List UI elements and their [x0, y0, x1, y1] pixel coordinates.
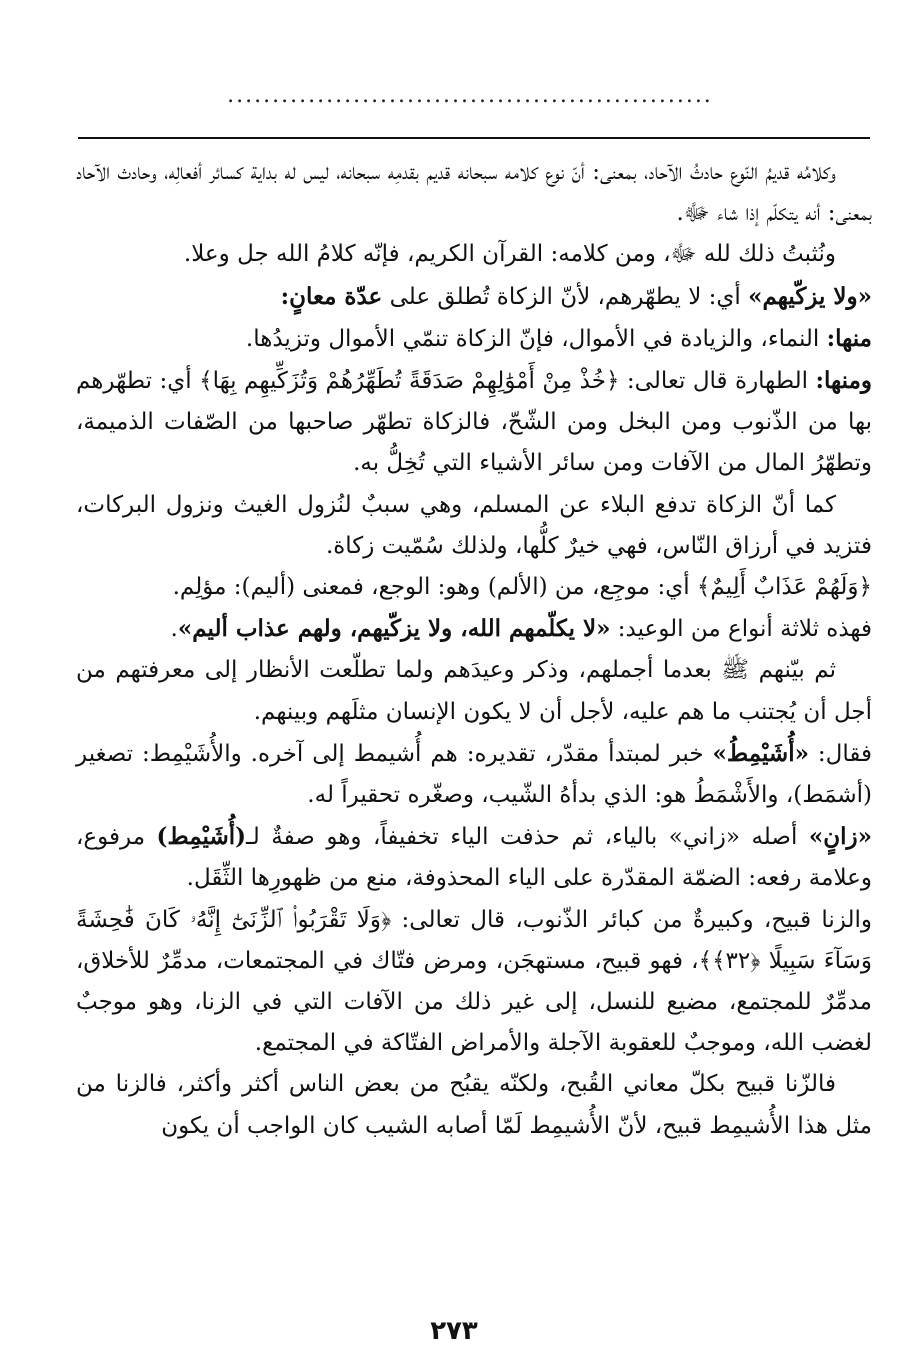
- paragraph-13: [76, 1064, 872, 1146]
- text-run: ثم بيّنهم ﷺ بعدما أجملهم، وذكر وعيدَهم ولما تطلّعت الأنظار إلى معرفتهم من أجل أن يُجتنب ما هم عليه، لأجل أن لا يكون الإنسان مثلَهم وبينهم.: [76, 657, 872, 725]
- text-run: .: [170, 616, 178, 643]
- quran-verse: ﴿وَلَا تَقْرَبُوا۟ ٱلزِّنَىٰٓ إِنَّهُۥ كَانَ فَٰحِشَةً وَسَآءَ سَبِيلًا ﴿٣٢﴾﴾: [76, 906, 872, 974]
- paragraph-1: [76, 152, 872, 234]
- text-run: ونُثبتُ ذلك لله ﷻ، ومن كلامه: القرآن الكريم، فإنّه كلامُ الله جل وعلا.: [183, 241, 836, 268]
- paragraph-11: [76, 816, 872, 899]
- text-run: فهذه ثلاثة أنواع من الوعيد:: [610, 616, 872, 643]
- header-rule: [78, 137, 870, 139]
- paragraph-5: [76, 360, 872, 485]
- header-dotted-line: ......................................................: [227, 88, 713, 104]
- term-heading: «ولا يزكّيهم»: [748, 282, 872, 310]
- text-run: خبر لمبتدأ مقدّر، تقديره: هم أُشيمط إلى آخره. والأُشَيْمِط: تصغير (أشمَط)، والأَشْمَطُ هو: الذي بدأهُ الشّيب، وصغّره تحقيراً له.: [76, 740, 872, 809]
- bold-lead: ومنها:: [815, 367, 872, 395]
- text-run: مرفوع، وعلامة رفعه: الضمّة المقدّرة على الياء المحذوفة، منع من ظهورِها الثِّقَل.: [76, 824, 872, 892]
- text-run: أي: تطهّرهم بها من الذّنوب ومن البخل ومن الشّحّ، فالزكاة تطهّر صاحبها من الصّفات الذميمة، وتطهّرُ المال من الآفات ومن سائر الأشياء التي تُخِلُّ به.: [76, 368, 872, 477]
- page-number: ٢٧٣: [430, 1316, 478, 1346]
- text-run: أي: موجِع، من (الألم) وهو: الوجع، فمعنى (أليم): مؤلِم.: [172, 574, 697, 601]
- text-run: النماء، والزيادة في الأموال، فإنّ الزكاة تنمّي الأموال وتزيدُها.: [245, 325, 827, 352]
- bold-phrase: (أُشَيْمِط): [156, 823, 247, 851]
- main-text: [76, 152, 872, 1147]
- paragraph-3: [76, 276, 872, 318]
- text-run: الطهارة قال تعالى:: [619, 368, 816, 395]
- text-run: والزنا قبيح، وكبيرةٌ من كبائر الذّنوب، قال تعالى:: [391, 906, 872, 933]
- quran-verse: ﴿خُذْ مِنْ أَمْوَٰلِهِمْ صَدَقَةً تُطَهِّرُهُمْ وَتُزَكِّيهِم بِهَا﴾: [199, 368, 620, 395]
- text-run: كما أنّ الزكاة تدفع البلاء عن المسلم، وهي سببٌ لنُزول الغيث ونزول البركات، فتزيد في أرزاق النّاس، فهي خيرٌ كلُّها، ولذلك سُمّيت زكاة.: [76, 491, 872, 559]
- text-run: فالزّنا قبيح بكلّ معاني القُبح، ولكنّه يقبُح من بعض الناس أكثر وأكثر، فالزنا من مثل هذا الأُشيمِط قبيح، لأنّ الأُشيمِط لَمّا أصابه الشيب كان الواجب أن يكون: [76, 1071, 872, 1139]
- bold-lead: منها:: [826, 324, 872, 352]
- paragraph-7: [76, 567, 872, 608]
- text-run: ، فهو قبيح، مستهجَن، ومرض فتّاك في المجتمعات، مدمِّرٌ للأخلاق، مدمِّرٌ للمجتمع، مضيع للنسل، إلى غير ذلك من الآفات التي في الزنا، وهو موجبٌ لغضب الله، وموجبٌ للعقوبة الآجلة والأمراض الفتّاكة في المجتمع.: [76, 947, 872, 1057]
- bold-phrase: عدّة معانٍ:: [280, 282, 383, 310]
- paragraph-4: [76, 318, 872, 360]
- hadith-quote: «لا يكلّمهم الله، ولا يزكّيهم، ولهم عذاب أليم»: [177, 615, 611, 643]
- paragraph-10: [76, 733, 872, 816]
- paragraph-9: [76, 650, 872, 732]
- paragraph-6: [76, 485, 872, 567]
- term-heading: «زانٍ»: [808, 823, 872, 851]
- text-run: وكلامُه قديمُ النّوع حادثُ الآحاد، بمعنى: أنّ نوع كلامه سبحانه قديم بقدمِه سبحانه، ليس له بداية كسائر أفعالِه، وحادث الآحاد بمعنى: أنه يتكلّم إذا شاء ﷻ.: [76, 159, 872, 227]
- text-run: فقال:: [808, 740, 872, 767]
- paragraph-8: [76, 608, 872, 650]
- paragraph-2: [76, 234, 872, 275]
- text-run: أي: لا يطهّرهم، لأنّ الزكاة تُطلق على: [382, 283, 749, 310]
- paragraph-12: [76, 900, 872, 1065]
- quran-verse: ﴿وَلَهُمْ عَذَابٌ أَلِيمٌ﴾: [696, 574, 872, 601]
- term-heading: «أُشَيْمِطُ»: [712, 739, 809, 767]
- text-run: أصله «زاني» بالياء، ثم حذفت الياء تخفيفاً، وهو صفةٌ لـ: [246, 824, 809, 851]
